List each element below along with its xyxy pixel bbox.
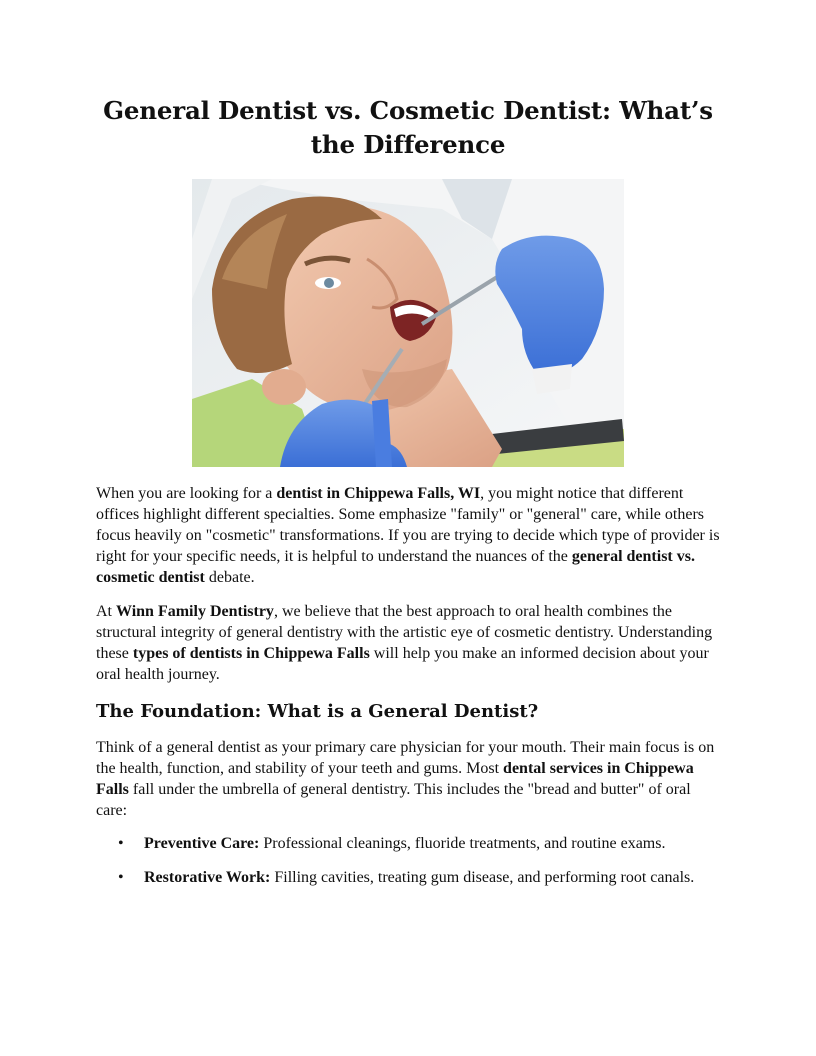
list-item-label: Restorative Work: — [144, 869, 271, 886]
list-item — [96, 833, 722, 854]
list-item-label: Preventive Care: — [144, 835, 260, 852]
practice-text-3: will help you make an informed decision about your oral health journey. — [96, 645, 709, 683]
list-item — [96, 867, 722, 888]
practice-name: Winn Family Dentistry — [116, 603, 274, 620]
bullet-icon: • — [118, 835, 124, 852]
general-dentist-paragraph — [96, 737, 722, 821]
dental-exam-illustration — [192, 179, 624, 467]
intro-text-1: When you are looking for a — [96, 485, 277, 502]
list-item-text: Filling cavities, treating gum disease, and performing root canals. — [270, 869, 695, 886]
page-title: General Dentist vs. Cosmetic Dentist: What’s the Difference — [103, 96, 713, 159]
dental-exam-photo — [192, 179, 624, 467]
section-heading: The Foundation: What is a General Dentist? — [96, 701, 539, 722]
intro-text-3: debate. — [204, 569, 255, 586]
practice-text-1: At — [96, 603, 116, 620]
bullet-icon: • — [118, 869, 124, 886]
practice-text-2: , we believe that the best approach to oral health combines the structural integrity of general dentistry with the artistic eye of cosmetic dentistry. Understanding these — [96, 603, 713, 662]
general-text-2: fall under the umbrella of general dentistry. This includes the "bread and butter" of oral care: — [96, 781, 691, 819]
general-bold-services: dental services in Chippewa Falls — [96, 760, 694, 798]
practice-bold-types: types of dentists in Chippewa Falls — [132, 645, 370, 662]
intro-paragraph — [96, 483, 722, 588]
services-list — [96, 833, 722, 901]
list-item-text: Professional cleanings, fluoride treatments, and routine exams. — [259, 835, 666, 852]
general-text-1: Think of a general dentist as your primary care physician for your mouth. Their main focus is on the health, function, and stability of your teeth and gums. Most — [96, 739, 715, 777]
practice-paragraph — [96, 601, 722, 685]
intro-link-dentist-chippewa-falls: dentist in Chippewa Falls, WI — [276, 485, 481, 502]
intro-text-2: , you might notice that different offices highlight different specialties. Some emphasize "family" or "general" care, while others focus heavily on "cosmetic" transformations. If you are trying to decide which type of provider is right for your specific needs, it is helpful to understand the nuances of the — [96, 485, 720, 565]
intro-bold-comparison: general dentist vs. cosmetic dentist — [96, 548, 695, 586]
